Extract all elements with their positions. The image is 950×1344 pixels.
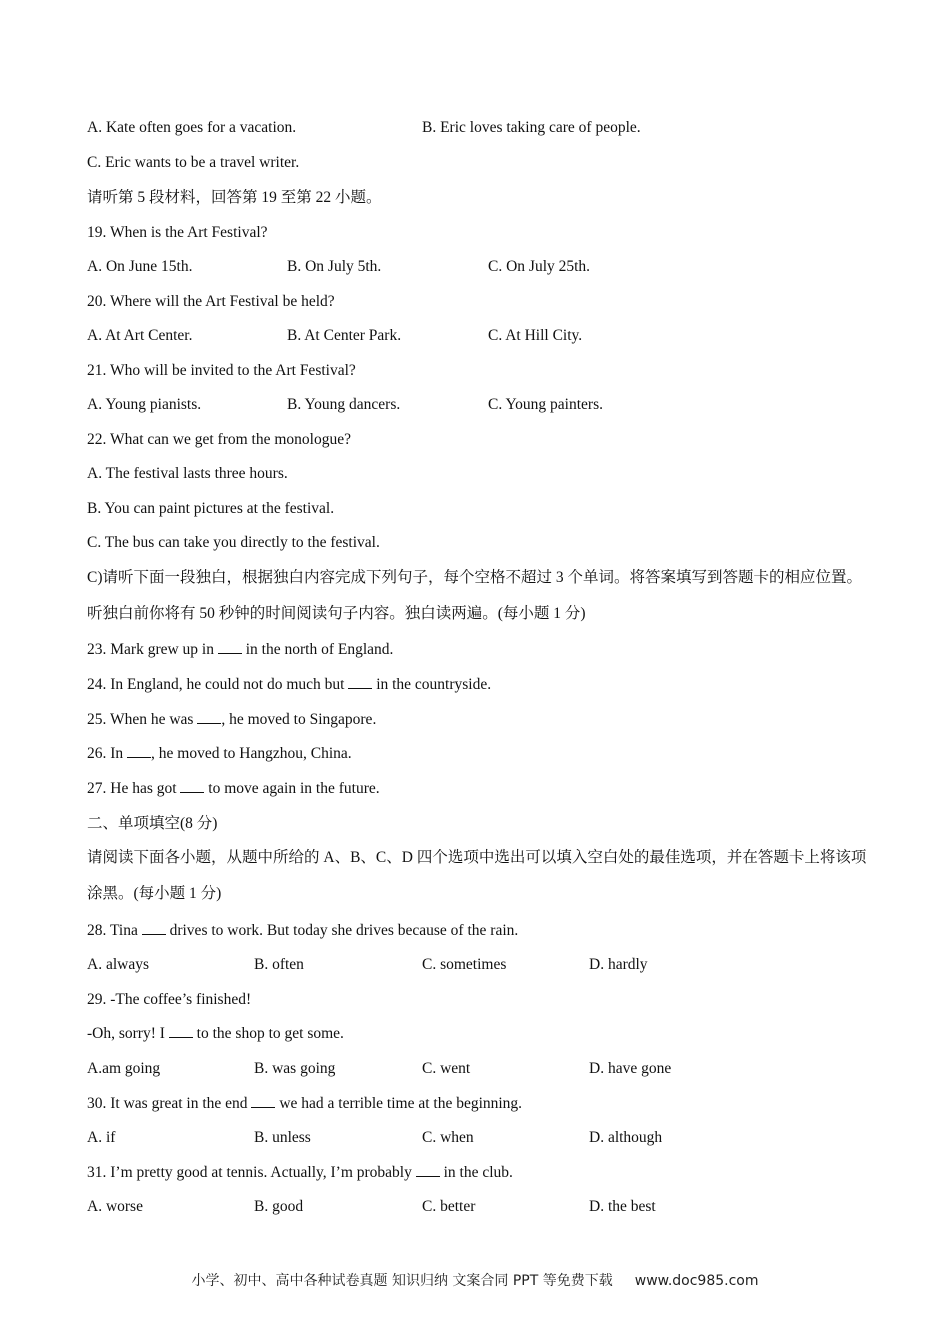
q29-line2 — [87, 1024, 344, 1044]
q18-option-b: B. Eric loves taking care of people. — [422, 119, 641, 136]
q19-option-b: B. On July 5th. — [287, 258, 382, 275]
part-c-instruction: C)请听下面一段独白，根据独白内容完成下列句子，每个空格不超过 3 个单词。将答案填写到答题卡的相应位置。听独白前你将有 50 秒钟的时间阅读句子内容。独白读两遍。(每小题 1 分) — [87, 569, 863, 622]
q22-option-b: B. You can paint pictures at the festival. — [87, 500, 335, 517]
q29-option-d: D. have gone — [589, 1060, 672, 1077]
q29-option-b: B. was going — [254, 1060, 336, 1077]
q22-option-c: C. The bus can take you directly to the festival. — [87, 534, 380, 551]
q19-stem: 19. When is the Art Festival? — [87, 224, 268, 241]
q20-option-b: B. At Center Park. — [287, 327, 402, 344]
q31-stem — [87, 1163, 513, 1183]
q30-option-c: C. when — [422, 1129, 474, 1146]
q28-pre: 28. Tina — [87, 922, 142, 939]
q30-option-b: B. unless — [254, 1129, 311, 1146]
q31-option-b: B. good — [254, 1198, 304, 1215]
q21-option-a: A. Young pianists. — [87, 396, 202, 413]
q29-post: to the shop to get some. — [192, 1025, 344, 1042]
footer-url[interactable]: www.doc985.com — [634, 1273, 759, 1289]
q27 — [87, 779, 380, 799]
q31-option-d: D. the best — [589, 1198, 656, 1215]
footer-text: 小学、初中、高中各种试卷真题 知识归纳 文案合同 PPT 等免费下载 — [191, 1273, 613, 1289]
q28-option-c: C. sometimes — [422, 956, 507, 973]
q31-option-a: A. worse — [87, 1198, 143, 1215]
q28-stem — [87, 921, 518, 941]
q31-pre: 31. I’m pretty good at tennis. Actually, I’m probably — [87, 1164, 416, 1181]
q19-option-a: A. On June 15th. — [87, 258, 193, 275]
q25 — [87, 710, 376, 730]
answer-blank — [218, 641, 242, 654]
section2-instruction: 请阅读下面各小题，从题中所给的 A、B、C、D 四个选项中选出可以填入空白处的最佳选项，并在答题卡上将该项涂黑。(每小题 1 分) — [87, 849, 867, 902]
q23-pre: 23. Mark grew up in — [87, 641, 218, 658]
q30-post: we had a terrible time at the beginning. — [275, 1095, 523, 1112]
q26-post: , he moved to Hangzhou, China. — [151, 745, 352, 762]
answer-blank — [180, 780, 204, 793]
q30-option-a: A. if — [87, 1129, 116, 1146]
q30-pre: 30. It was great in the end — [87, 1095, 252, 1112]
q30-option-d: D. although — [589, 1129, 663, 1146]
q21-option-c: C. Young painters. — [488, 396, 603, 413]
q30-stem — [87, 1094, 522, 1114]
q25-post: , he moved to Singapore. — [221, 711, 377, 728]
section5-instruction: 请听第 5 段材料，回答第 19 至第 22 小题。 — [87, 189, 382, 206]
q20-option-c: C. At Hill City. — [488, 327, 583, 344]
q28-option-b: B. often — [254, 956, 304, 973]
q27-post: to move again in the future. — [204, 780, 380, 797]
q23 — [87, 640, 393, 660]
q24-pre: 24. In England, he could not do much but — [87, 676, 349, 693]
answer-blank — [169, 1025, 193, 1038]
answer-blank — [142, 922, 166, 935]
page-footer — [0, 1270, 950, 1290]
q25-pre: 25. When he was — [87, 711, 198, 728]
q29-line1: 29. -The coffee’s finished! — [87, 991, 252, 1008]
q29-option-a: A.am going — [87, 1060, 161, 1077]
section2-heading: 二、单项填空(8 分) — [87, 815, 218, 832]
q21-option-b: B. Young dancers. — [287, 396, 401, 413]
q29-pre: -Oh, sorry! I — [87, 1025, 169, 1042]
q24-post: in the countryside. — [372, 676, 492, 693]
answer-blank — [416, 1164, 440, 1177]
q28-post: drives to work. But today she drives because of the rain. — [165, 922, 519, 939]
answer-blank — [348, 676, 372, 689]
q28-option-a: A. always — [87, 956, 149, 973]
q31-option-c: C. better — [422, 1198, 476, 1215]
q18-option-a: A. Kate often goes for a vacation. — [87, 119, 297, 136]
q31-post: in the club. — [439, 1164, 513, 1181]
answer-blank — [127, 745, 151, 758]
q18-option-c: C. Eric wants to be a travel writer. — [87, 154, 300, 171]
q23-post: in the north of England. — [241, 641, 394, 658]
q19-option-c: C. On July 25th. — [488, 258, 591, 275]
q26-pre: 26. In — [87, 745, 128, 762]
answer-blank — [251, 1095, 275, 1108]
answer-blank — [197, 711, 221, 724]
q21-stem: 21. Who will be invited to the Art Festival? — [87, 362, 356, 379]
q26 — [87, 744, 352, 764]
q20-option-a: A. At Art Center. — [87, 327, 193, 344]
q22-stem: 22. What can we get from the monologue? — [87, 431, 351, 448]
q22-option-a: A. The festival lasts three hours. — [87, 465, 288, 482]
q24 — [87, 675, 491, 695]
q20-stem: 20. Where will the Art Festival be held? — [87, 293, 335, 310]
q27-pre: 27. He has got — [87, 780, 181, 797]
q29-option-c: C. went — [422, 1060, 471, 1077]
q28-option-d: D. hardly — [589, 956, 648, 973]
